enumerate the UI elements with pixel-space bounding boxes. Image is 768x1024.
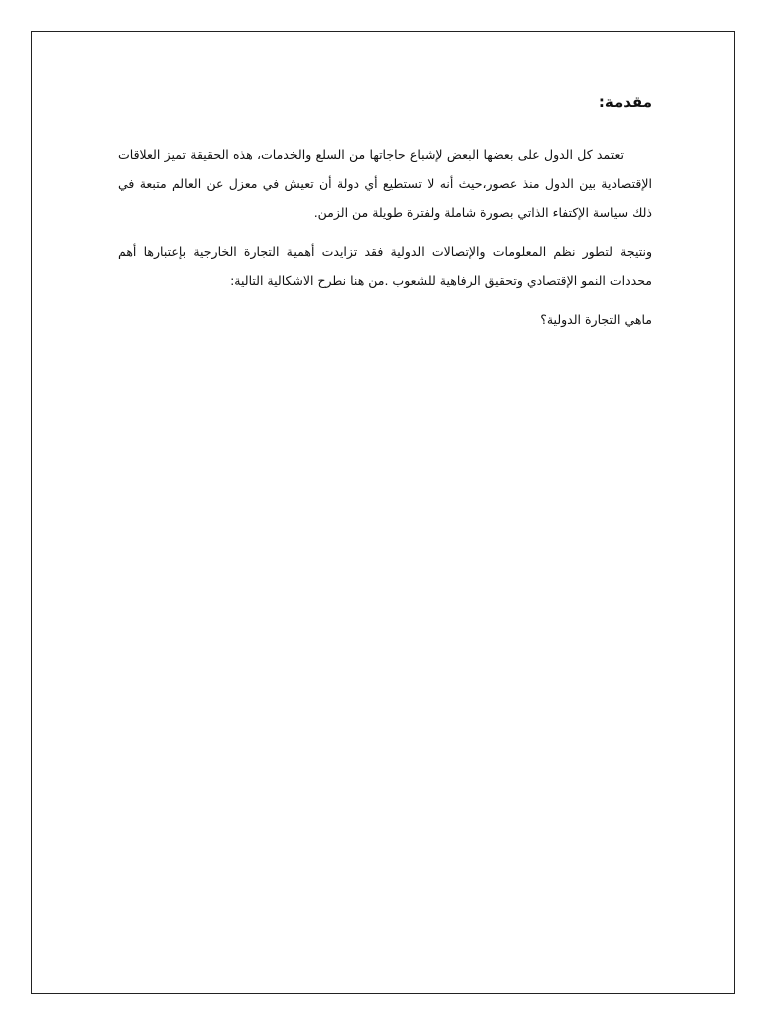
intro-paragraph-1: تعتمد كل الدول على بعضها البعض لإشباع حاجاتها من السلع والخدمات، هذه الحقيقة تميز العلاقات الإقتصادية بين الدول منذ عصور،حيث أنه لا تستطيع أي دولة أن تعيش في معزل عن العالم متبعة في ذلك سياسة الإكتفاء الذاتي بصورة شاملة ولفترة طويلة من الزمن.	[118, 147, 652, 220]
section-heading: مقدمة:	[598, 93, 652, 111]
intro-paragraph-2: ونتيجة لتطور نظم المعلومات والإتصالات الدولية فقد تزايدت أهمية التجارة الخارجية بإعتبارها أهم محددات النمو الإقتصادي وتحقيق الرفاهية للشعوب .من هنا نطرح الاشكالية التالية:	[118, 244, 652, 288]
document-content	[118, 88, 652, 334]
research-question: ماهي التجارة الدولية؟	[540, 312, 652, 327]
